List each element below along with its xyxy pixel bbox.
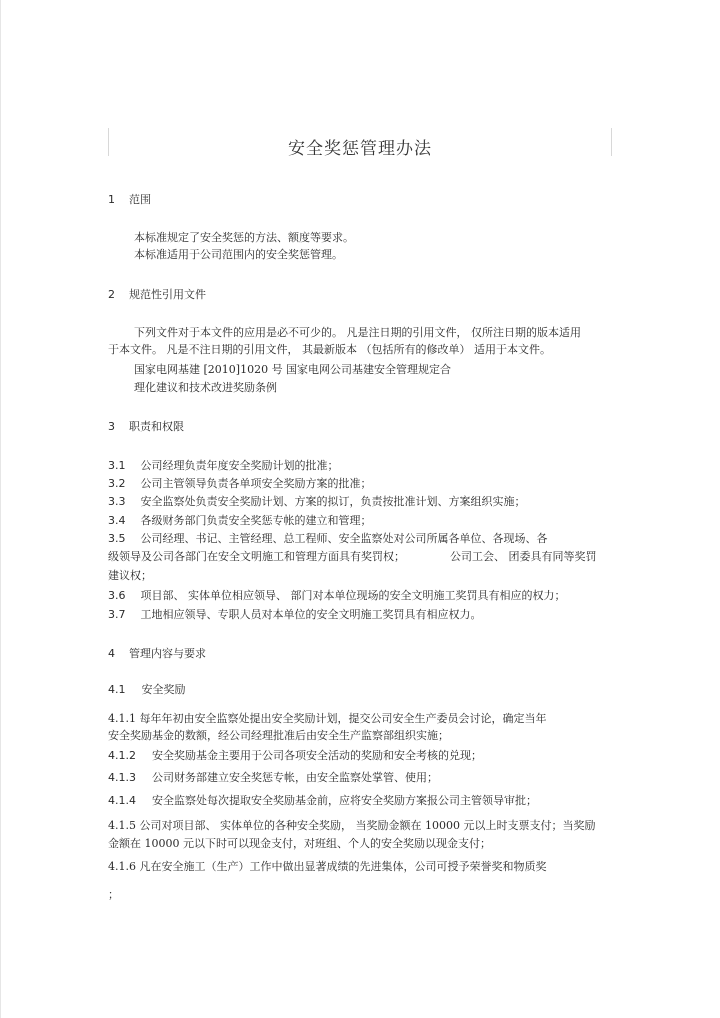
clause-line: 金额在 10000 元以下时可以现金支付，对班组、个人的安全奖励以现金支付； xyxy=(108,837,491,850)
document-title: 安全奖惩管理办法 xyxy=(288,139,432,159)
subsection-heading xyxy=(108,683,186,697)
section-1-heading xyxy=(108,193,151,207)
item-text: 工地相应领导、专职人员对本单位的安全文明施工奖罚具有相应权力。 xyxy=(140,608,482,621)
section-4-heading xyxy=(108,647,206,661)
list-item xyxy=(108,477,372,491)
clause-text: 公司财务部建立安全奖惩专帐，由安全监察处掌管、使用； xyxy=(152,771,438,784)
item-text: 公司主管领导负责各单项安全奖励方案的批准； xyxy=(140,477,372,490)
clause-item xyxy=(108,771,438,785)
item-text: 安全监察处负责安全奖励计划、方案的拟订，负责按批准计划、方案组织实施； xyxy=(140,495,526,508)
clause-line: 4.1.5 公司对项目部、 实体单位的各种安全奖励， 当奖励金额在 10000 元以上时支票支付；当奖励 xyxy=(108,819,596,832)
clause-line: ； xyxy=(108,888,119,901)
item-number: 3.1 xyxy=(108,459,126,472)
paragraph-line: 本标准规定了安全奖惩的方法、额度等要求。 xyxy=(134,231,354,244)
section-number: 3 xyxy=(108,420,115,433)
list-item-continuation: 建议权； xyxy=(108,569,152,582)
section-title: 规范性引用文件 xyxy=(129,288,206,301)
item-text: 项目部、 实体单位相应领导、 部门对本单位现场的安全文明施工奖罚具有相应的权力； xyxy=(140,589,566,602)
paragraph-line: 下列文件对于本文件的应用是必不可少的。 凡是注日期的引用文件， 仅所注日期的版本适用 xyxy=(134,326,581,339)
section-number: 2 xyxy=(108,288,115,301)
clause-number: 4.1.4 xyxy=(108,794,136,807)
paragraph-line: 于本文件。 凡是不注日期的引用文件， 其最新版本 （包括所有的修改单） 适用于本文件。 xyxy=(108,343,551,356)
item-number: 3.7 xyxy=(108,608,126,621)
item-number: 3.2 xyxy=(108,477,126,490)
list-item xyxy=(108,532,548,546)
list-item-continuation: 公司工会、 团委具有同等奖罚 xyxy=(450,550,597,563)
clause-number: 4.1.2 xyxy=(108,749,136,762)
list-item xyxy=(108,514,372,528)
item-number: 3.6 xyxy=(108,589,126,602)
clause-line: 4.1.1 每年年初由安全监察处提出安全奖励计划，提交公司安全生产委员会讨论，确定当年 xyxy=(108,712,547,725)
clause-text: 安全监察处每次提取安全奖励基金前，应将安全奖励方案报公司主管领导审批； xyxy=(152,794,537,807)
section-3-heading xyxy=(108,420,184,434)
reference-line: 理化建议和技术改进奖励条例 xyxy=(134,381,277,394)
subsection-title: 安全奖励 xyxy=(141,683,186,696)
list-item xyxy=(108,495,526,509)
list-item xyxy=(108,459,339,473)
item-text: 各级财务部门负责安全奖惩专帐的建立和管理； xyxy=(140,514,372,527)
item-number: 3.3 xyxy=(108,495,126,508)
paragraph-line: 本标准适用于公司范围内的安全奖惩管理。 xyxy=(134,248,343,261)
section-number: 1 xyxy=(108,193,115,206)
clause-item xyxy=(108,749,482,763)
clause-line: 4.1.6 凡在安全施工（生产）工作中做出显著成绩的先进集体，公司可授予荣誉奖和物质奖 xyxy=(108,860,547,873)
item-number: 3.5 xyxy=(108,532,126,545)
list-item xyxy=(108,589,566,603)
item-text: 公司经理、书记、主管经理、总工程师、安全监察处对公司所属各单位、各现场、各 xyxy=(140,532,548,545)
section-title: 职责和权限 xyxy=(129,420,184,433)
subsection-number: 4.1 xyxy=(108,683,126,696)
clause-text: 安全奖励基金主要用于公司各项安全活动的奖励和安全考核的兑现； xyxy=(152,749,482,762)
section-title: 范围 xyxy=(129,193,151,206)
list-item xyxy=(108,608,482,622)
item-text: 公司经理负责年度安全奖励计划的批准； xyxy=(140,459,339,472)
item-number: 3.4 xyxy=(108,514,126,527)
clause-item xyxy=(108,794,537,808)
reference-line: 国家电网基建 [2010]1020 号 国家电网公司基建安全管理规定合 xyxy=(134,363,452,376)
section-title: 管理内容与要求 xyxy=(129,647,206,660)
list-item-continuation: 级领导及公司各部门在安全文明施工和管理方面具有奖罚权； xyxy=(108,550,405,563)
section-2-heading xyxy=(108,288,206,302)
clause-line: 安全奖励基金的数额，经公司经理批准后由安全生产监察部组织实施； xyxy=(108,729,449,742)
clause-number: 4.1.3 xyxy=(108,771,136,784)
section-number: 4 xyxy=(108,647,115,660)
